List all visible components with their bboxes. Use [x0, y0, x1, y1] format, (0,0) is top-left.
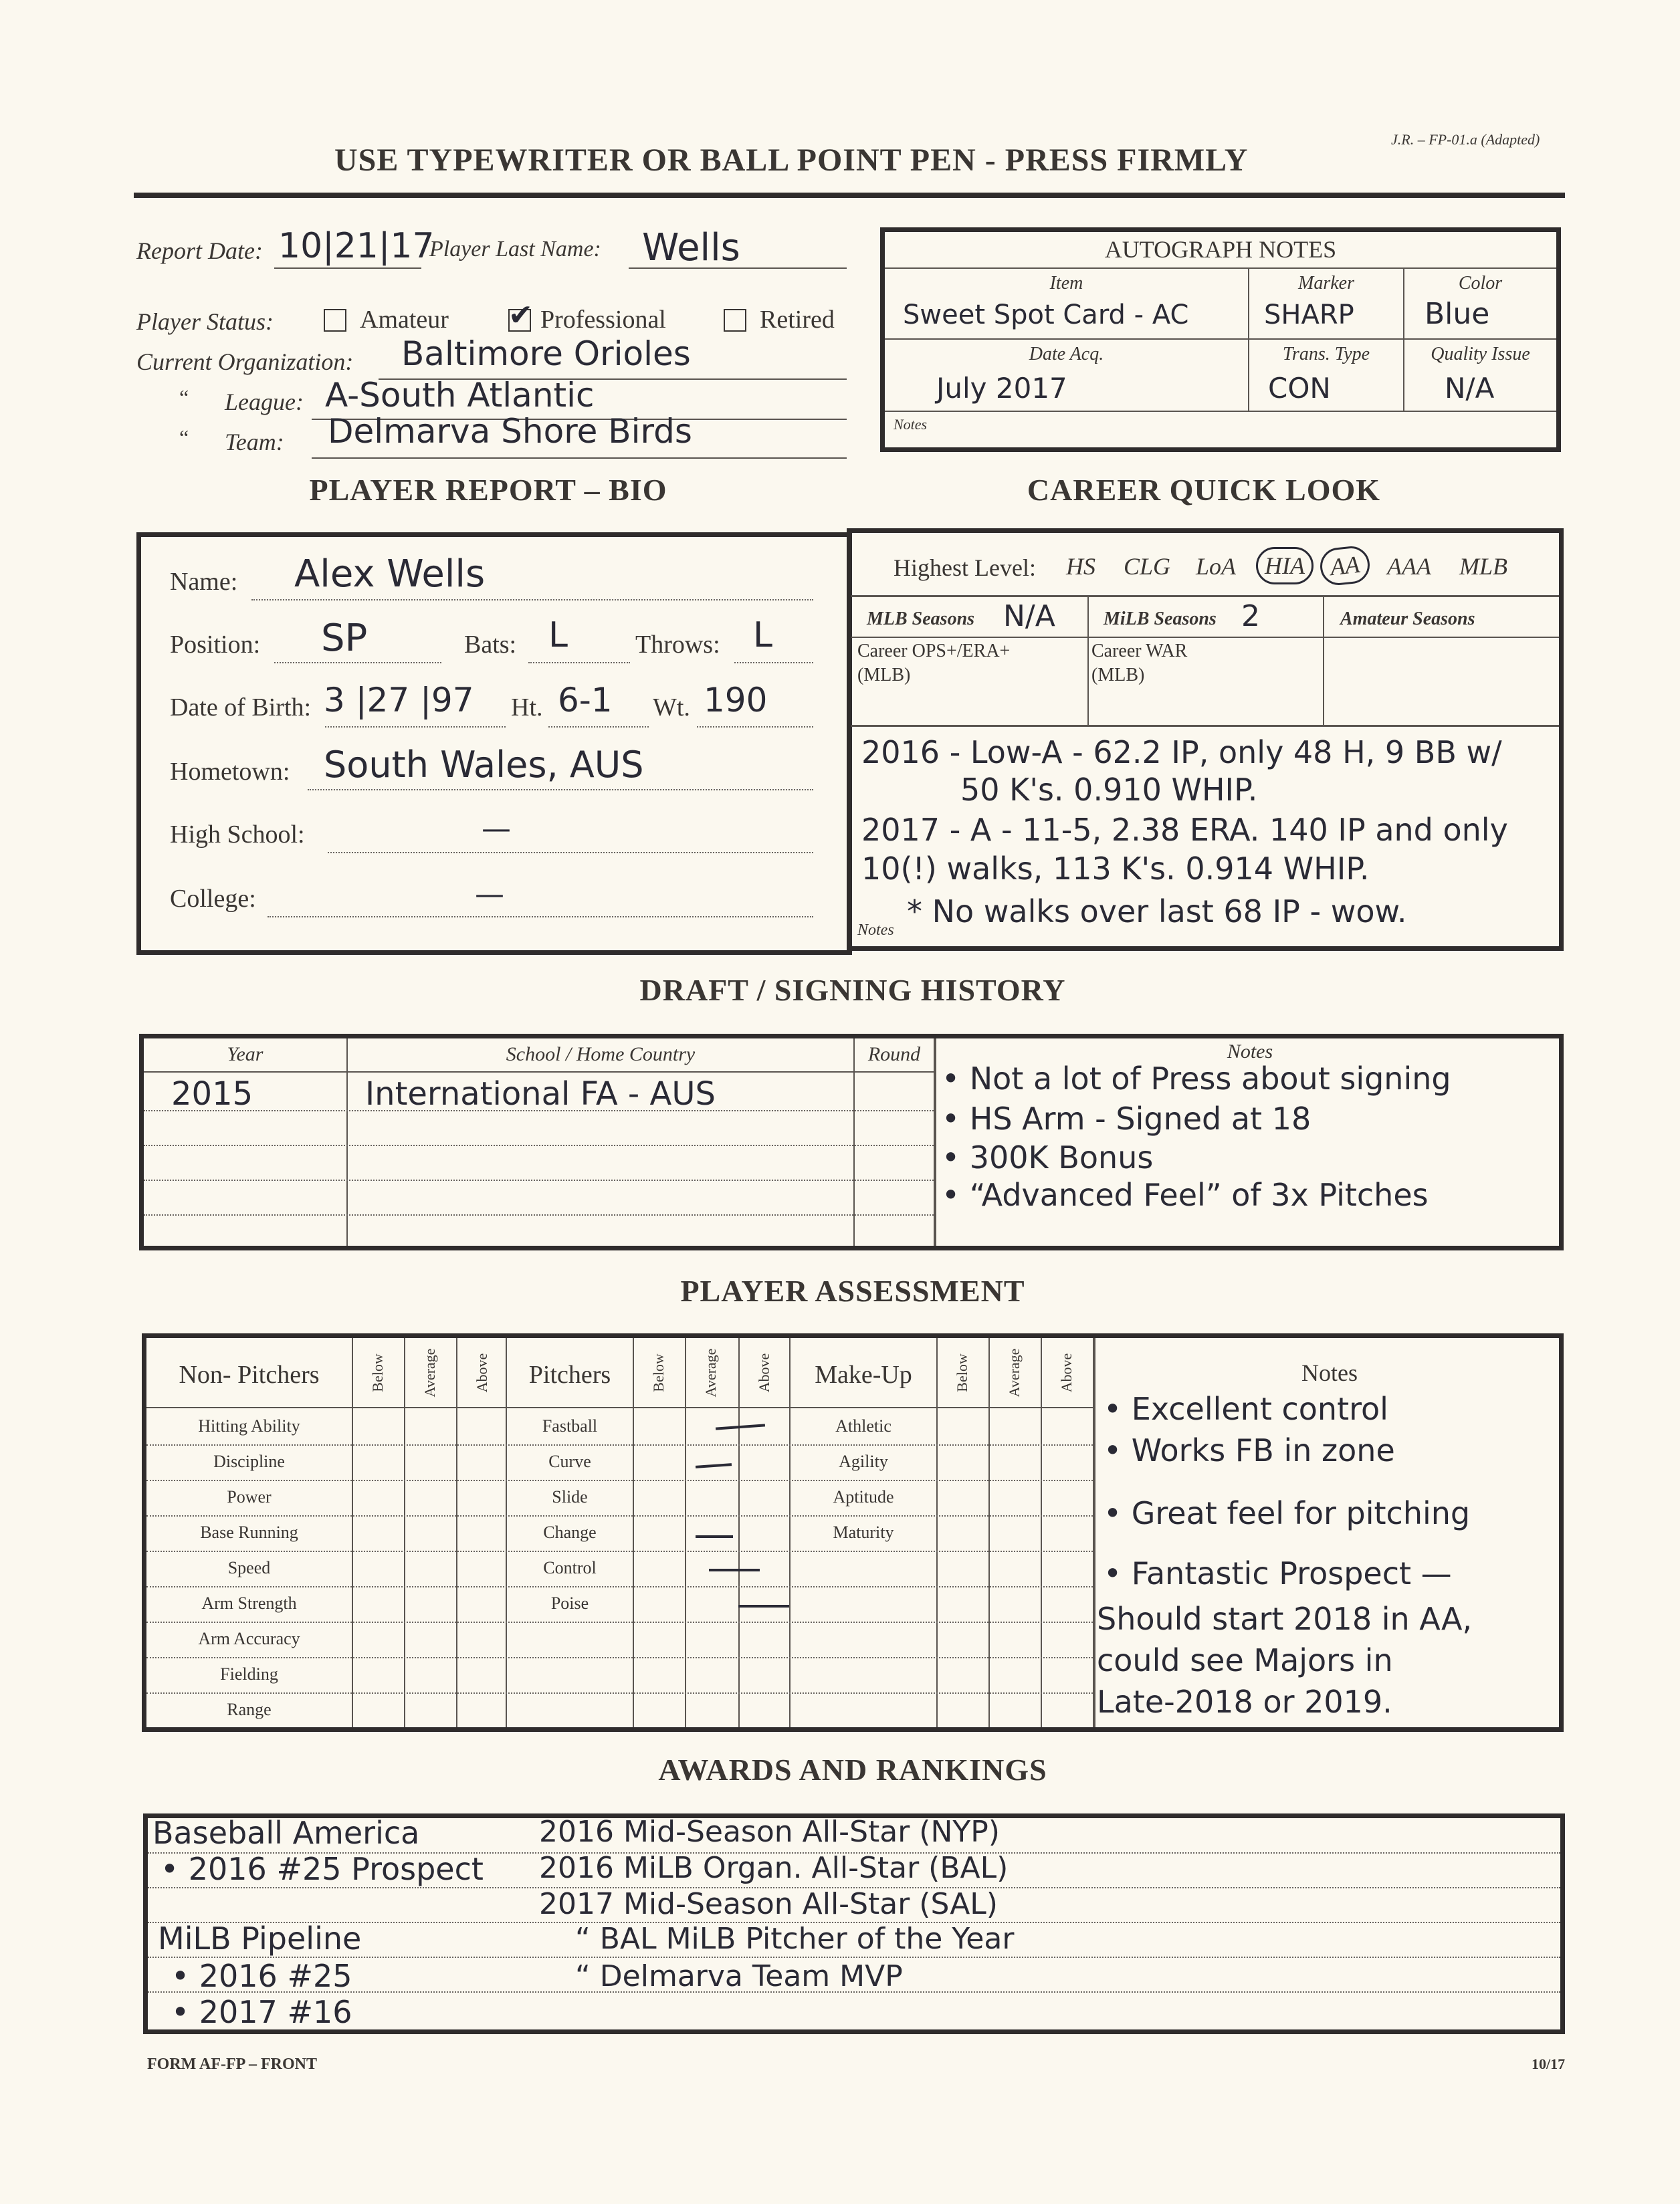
autograph-quality-value[interactable]: N/A — [1445, 372, 1495, 405]
draft-note-1[interactable]: • Not a lot of Press about signing — [942, 1061, 1451, 1097]
np-range: Range — [227, 1700, 272, 1719]
top-rule — [134, 193, 1565, 198]
assessment-note-5[interactable]: Should start 2018 in AA, — [1097, 1601, 1473, 1637]
level-hia: HIA — [1256, 547, 1314, 584]
np-speed: Speed — [227, 1558, 271, 1577]
footer-version: 10/17 — [1532, 2056, 1566, 2072]
award-right-1[interactable]: 2016 Mid-Season All-Star (NYP) — [539, 1815, 1000, 1849]
draft-round-header: Round — [867, 1043, 921, 1065]
draft-country-value[interactable]: International FA - AUS — [365, 1075, 716, 1113]
org-value[interactable]: Baltimore Orioles — [401, 334, 691, 373]
award-left-6[interactable]: • 2017 #16 — [171, 1994, 352, 2030]
milb-seasons-value[interactable]: 2 — [1241, 599, 1260, 633]
career-ops-sub: (MLB) — [857, 665, 911, 685]
career-ops-label: Career OPS+/ERA+ — [857, 641, 1011, 661]
award-right-2[interactable]: 2016 MiLB Organ. All-Star (BAL) — [539, 1851, 1009, 1885]
np-hitting-ability: Hitting Ability — [198, 1416, 300, 1436]
np-fielding: Fielding — [220, 1664, 278, 1684]
career-note-line-2[interactable]: 50 K's. 0.910 WHIP. — [960, 772, 1258, 808]
mlb-seasons-value[interactable]: N/A — [1003, 599, 1055, 633]
p-average-label: Average — [702, 1348, 719, 1398]
team-value[interactable]: Delmarva Shore Birds — [328, 412, 692, 451]
milb-seasons-label: MiLB Seasons — [1104, 609, 1217, 629]
career-note-line-5[interactable]: * No walks over last 68 IP - wow. — [907, 893, 1407, 929]
award-left-1[interactable]: Baseball America — [152, 1815, 420, 1851]
award-right-3[interactable]: 2017 Mid-Season All-Star (SAL) — [539, 1887, 998, 1921]
np-arm-strength: Arm Strength — [201, 1593, 297, 1613]
bio-dob-label: Date of Birth: — [170, 693, 312, 722]
autograph-item-label: Item — [1049, 273, 1083, 294]
bio-ht-value[interactable]: 6-1 — [558, 681, 613, 720]
np-discipline: Discipline — [213, 1452, 285, 1471]
autograph-quality-label: Quality Issue — [1431, 344, 1530, 364]
draft-notes-header: Notes — [1227, 1040, 1273, 1063]
bio-title: PLAYER REPORT – BIO — [309, 473, 667, 507]
autograph-marker-value[interactable]: SHARP — [1264, 300, 1354, 330]
mu-above-label: Above — [1058, 1353, 1075, 1393]
professional-check-mark: ✔ — [508, 298, 533, 332]
career-note-line-3[interactable]: 2017 - A - 11-5, 2.38 ERA. 140 IP and only — [861, 812, 1508, 848]
career-notes-label: Notes — [857, 921, 894, 939]
career-note-line-4[interactable]: 10(!) walks, 113 K's. 0.914 WHIP. — [861, 851, 1370, 887]
autograph-color-label: Color — [1458, 273, 1503, 294]
status-retired-checkbox[interactable] — [724, 309, 746, 332]
bio-throws-label: Throws: — [635, 631, 720, 659]
mlb-seasons-label: MLB Seasons — [867, 609, 975, 629]
status-retired-label: Retired — [760, 306, 835, 334]
np-base-running: Base Running — [200, 1523, 298, 1542]
career-war-label: Career WAR — [1091, 641, 1188, 661]
award-left-5[interactable]: • 2016 #25 — [171, 1958, 352, 1994]
bio-hs-value[interactable]: — — [482, 812, 511, 846]
p-change: Change — [543, 1523, 597, 1542]
awards-title: AWARDS AND RANKINGS — [658, 1753, 1047, 1787]
makeup-header: Make-Up — [815, 1361, 912, 1389]
np-average-label: Average — [421, 1348, 438, 1398]
autograph-date-value[interactable]: July 2017 — [936, 372, 1067, 405]
bio-name-label: Name: — [170, 568, 238, 596]
mu-aptitude: Aptitude — [833, 1487, 894, 1507]
p-poise: Poise — [550, 1593, 589, 1613]
bio-wt-label: Wt. — [653, 693, 690, 722]
league-label: League: — [225, 389, 304, 415]
mu-maturity: Maturity — [833, 1523, 894, 1542]
assessment-note-6[interactable]: could see Majors in — [1097, 1642, 1393, 1678]
autograph-marker-label: Marker — [1298, 273, 1354, 294]
level-aaa: AAA — [1387, 553, 1431, 580]
autograph-trans-label: Trans. Type — [1282, 344, 1370, 364]
p-fastball: Fastball — [542, 1416, 598, 1436]
league-ditto: “ — [179, 385, 189, 409]
level-loa: LoA — [1196, 553, 1237, 580]
draft-note-3[interactable]: • 300K Bonus — [942, 1139, 1154, 1176]
award-left-4[interactable]: MiLB Pipeline — [158, 1920, 362, 1957]
assessment-note-4[interactable]: • Fantastic Prospect — — [1104, 1555, 1452, 1591]
award-left-2[interactable]: • 2016 #25 Prospect — [161, 1851, 484, 1887]
draft-country-header: School / Home Country — [506, 1043, 696, 1065]
level-clg: CLG — [1124, 553, 1171, 580]
mu-average-label: Average — [1006, 1348, 1023, 1398]
status-amateur-label: Amateur — [360, 306, 449, 334]
mark-control — [709, 1569, 760, 1571]
report-date-label: Report Date: — [136, 237, 263, 264]
mu-agility: Agility — [839, 1452, 888, 1471]
bio-position-label: Position: — [170, 631, 261, 659]
status-amateur-checkbox[interactable] — [324, 309, 346, 332]
team-label: Team: — [225, 429, 284, 455]
np-below-label: Below — [369, 1353, 386, 1392]
bio-bats-label: Bats: — [464, 631, 517, 659]
assessment-note-3[interactable]: • Great feel for pitching — [1104, 1495, 1471, 1531]
career-note-line-1[interactable]: 2016 - Low-A - 62.2 IP, only 48 H, 9 BB w/ — [861, 734, 1502, 770]
p-curve: Curve — [548, 1452, 591, 1471]
assessment-note-1[interactable]: • Excellent control — [1104, 1391, 1388, 1427]
form-code: J.R. – FP-01.a (Adapted) — [1391, 131, 1540, 148]
assessment-note-2[interactable]: • Works FB in zone — [1104, 1432, 1395, 1468]
org-label: Current Organization: — [136, 348, 354, 375]
award-right-4[interactable]: “ BAL MiLB Pitcher of the Year — [575, 1922, 1015, 1956]
bio-college-label: College: — [170, 885, 256, 913]
last-name-value[interactable]: Wells — [642, 226, 740, 269]
report-date-value[interactable]: 10|21|17 — [278, 226, 435, 266]
highest-level-label: Highest Level: — [894, 554, 1036, 581]
np-arm-accuracy: Arm Accuracy — [198, 1629, 300, 1648]
autograph-color-value[interactable]: Blue — [1425, 297, 1490, 331]
award-right-5[interactable]: “ Delmarva Team MVP — [575, 1959, 903, 1993]
p-above-label: Above — [756, 1353, 772, 1393]
assessment-title: PLAYER ASSESSMENT — [680, 1274, 1025, 1308]
draft-note-2[interactable]: • HS Arm - Signed at 18 — [942, 1101, 1311, 1137]
bio-wt-value[interactable]: 190 — [704, 681, 768, 720]
level-mlb: MLB — [1459, 553, 1507, 580]
bio-position-value[interactable]: SP — [321, 617, 368, 660]
footer-form-code: FORM AF-FP – FRONT — [147, 2056, 317, 2073]
bio-name-value[interactable]: Alex Wells — [294, 552, 486, 596]
mu-athletic: Athletic — [835, 1416, 891, 1436]
p-control: Control — [543, 1558, 597, 1577]
autograph-trans-value[interactable]: CON — [1268, 372, 1331, 405]
league-value[interactable]: A-South Atlantic — [325, 376, 595, 415]
mark-poise — [738, 1605, 789, 1608]
autograph-item-value[interactable]: Sweet Spot Card - AC — [903, 300, 1189, 330]
career-war-sub: (MLB) — [1091, 665, 1145, 685]
non-pitchers-header: Non- Pitchers — [179, 1361, 320, 1389]
bio-ht-label: Ht. — [511, 693, 543, 722]
p-slide: Slide — [552, 1487, 588, 1507]
team-ditto: “ — [179, 425, 189, 449]
status-professional-label: Professional — [540, 306, 666, 334]
draft-year-header: Year — [227, 1043, 264, 1065]
amateur-seasons-label: Amateur Seasons — [1340, 609, 1475, 629]
assessment-note-7[interactable]: Late-2018 or 2019. — [1097, 1684, 1392, 1720]
career-title: CAREER QUICK LOOK — [1027, 473, 1381, 507]
last-name-label: Player Last Name: — [429, 237, 601, 261]
p-below-label: Below — [650, 1353, 667, 1392]
draft-year-value[interactable]: 2015 — [171, 1075, 253, 1113]
status-label: Player Status: — [136, 308, 274, 335]
level-aa: AA — [1318, 544, 1371, 586]
pitchers-header: Pitchers — [528, 1361, 611, 1389]
assessment-notes-header: Notes — [1301, 1359, 1358, 1386]
autograph-title: AUTOGRAPH NOTES — [1104, 236, 1337, 263]
np-above-label: Above — [474, 1353, 490, 1393]
mark-change — [696, 1535, 733, 1538]
bio-dob-value[interactable]: 3 |27 |97 — [324, 681, 474, 720]
mu-below-label: Below — [954, 1353, 970, 1392]
bio-bats-value[interactable]: L — [548, 615, 568, 655]
bio-college-value[interactable]: — — [475, 877, 504, 911]
bio-hs-label: High School: — [170, 820, 305, 849]
level-hs: HS — [1066, 553, 1095, 580]
instruction-heading: USE TYPEWRITER OR BALL POINT PEN - PRESS FIRMLY — [334, 142, 1249, 178]
draft-title: DRAFT / SIGNING HISTORY — [639, 973, 1066, 1007]
draft-note-4[interactable]: • “Advanced Feel” of 3x Pitches — [942, 1177, 1429, 1213]
bio-hometown-value[interactable]: South Wales, AUS — [324, 744, 644, 786]
bio-throws-value[interactable]: L — [753, 615, 772, 655]
bio-hometown-label: Hometown: — [170, 758, 290, 786]
np-power: Power — [227, 1487, 272, 1507]
autograph-notes-label: Notes — [894, 416, 928, 433]
autograph-date-label: Date Acq. — [1029, 344, 1104, 364]
